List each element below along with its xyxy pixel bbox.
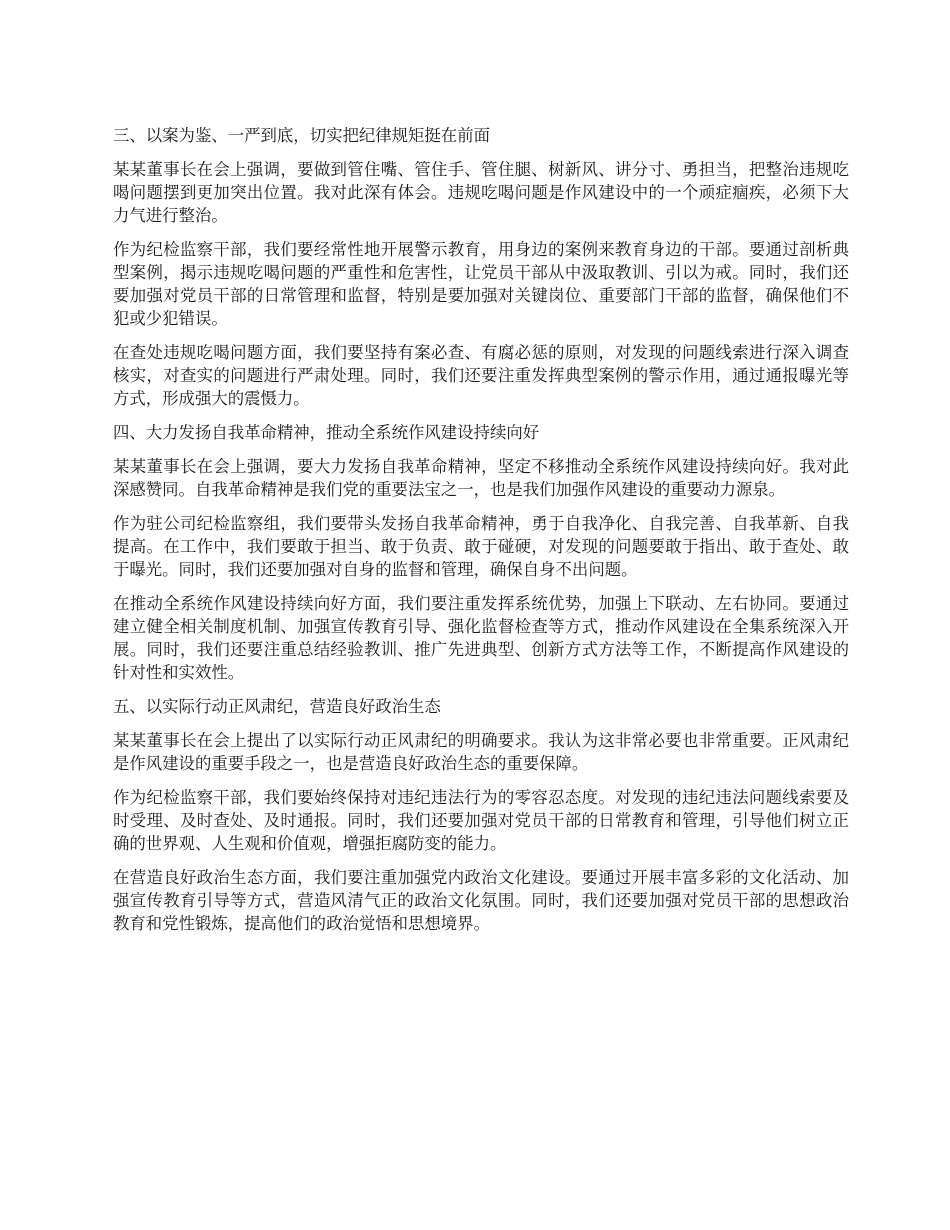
paragraph: 某某董事长在会上强调，要大力发扬自我革命精神，坚定不移推动全系统作风建设持续向好。我对此深感赞同。自我革命精神是我们党的重要法宝之一，也是我们加强作风建设的重要动力源泉。 (113, 457, 849, 499)
document-body (113, 124, 849, 946)
paragraph: 在营造良好政治生态方面，我们要注重加强党内政治文化建设。要通过开展丰富多彩的文化活动、加强宣传教育引导等方式，营造风清气正的政治文化氛围。同时，我们还要加强对党员干部的思想政治教育和党性锻炼，提高他们的政治觉悟和思想境界。 (113, 868, 849, 933)
paragraph: 作为驻公司纪检监察组，我们要带头发扬自我革命精神，勇于自我净化、自我完善、自我革新、自我提高。在工作中，我们要敢于担当、敢于负责、敢于碰硬，对发现的问题要敢于指出、敢于查处、敢于曝光。同时，我们还要加强对自身的监督和管理，确保自身不出问题。 (113, 514, 849, 579)
paragraph: 作为纪检监察干部，我们要始终保持对违纪违法行为的零容忍态度。对发现的违纪违法问题线索要及时受理、及时查处、及时通报。同时，我们还要加强对党员干部的日常教育和管理，引导他们树立正确的世界观、人生观和价值观，增强拒腐防变的能力。 (113, 788, 849, 853)
paragraph: 在推动全系统作风建设持续向好方面，我们要注重发挥系统优势，加强上下联动、左右协同。要通过建立健全相关制度机制、加强宣传教育引导、强化监督检查等方式，推动作风建设在全集系统深入开展。同时，我们还要注重总结经验教训、推广先进典型、创新方式方法等工作，不断提高作风建设的针对性和实效性。 (113, 594, 849, 682)
paragraph: 某某董事长在会上提出了以实际行动正风肃纪的明确要求。我认为这非常必要也非常重要。正风肃纪是作风建设的重要手段之一，也是营造良好政治生态的重要保障。 (113, 731, 849, 773)
section-heading-3: 三、以案为鉴、一严到底，切实把纪律规矩挺在前面 (113, 126, 490, 145)
paragraph: 作为纪检监察干部，我们要经常性地开展警示教育，用身边的案例来教育身边的干部。要通过剖析典型案例，揭示违规吃喝问题的严重性和危害性，让党员干部从中汲取教训、引以为戒。同时，我们还要加强对党员干部的日常管理和监督，特别是要加强对关键岗位、重要部门干部的监督，确保他们不犯或少犯错误。 (113, 240, 849, 328)
section-heading-4: 四、大力发扬自我革命精神，推动全系统作风建设持续向好 (113, 423, 540, 442)
paragraph: 在查处违规吃喝问题方面，我们要坚持有案必查、有腐必惩的原则，对发现的问题线索进行深入调查核实，对查实的问题进行严肃处理。同时，我们还要注重发挥典型案例的警示作用，通过通报曝光等方式，形成强大的震慑力。 (113, 343, 849, 408)
section-heading-5: 五、以实际行动正风肃纪，营造良好政治生态 (113, 697, 441, 716)
paragraph: 某某董事长在会上强调，要做到管住嘴、管住手、管住腿、树新风、讲分寸、勇担当，把整治违规吃喝问题摆到更加突出位置。我对此深有体会。违规吃喝问题是作风建设中的一个顽症痼疾，必须下大力气进行整治。 (113, 160, 849, 225)
